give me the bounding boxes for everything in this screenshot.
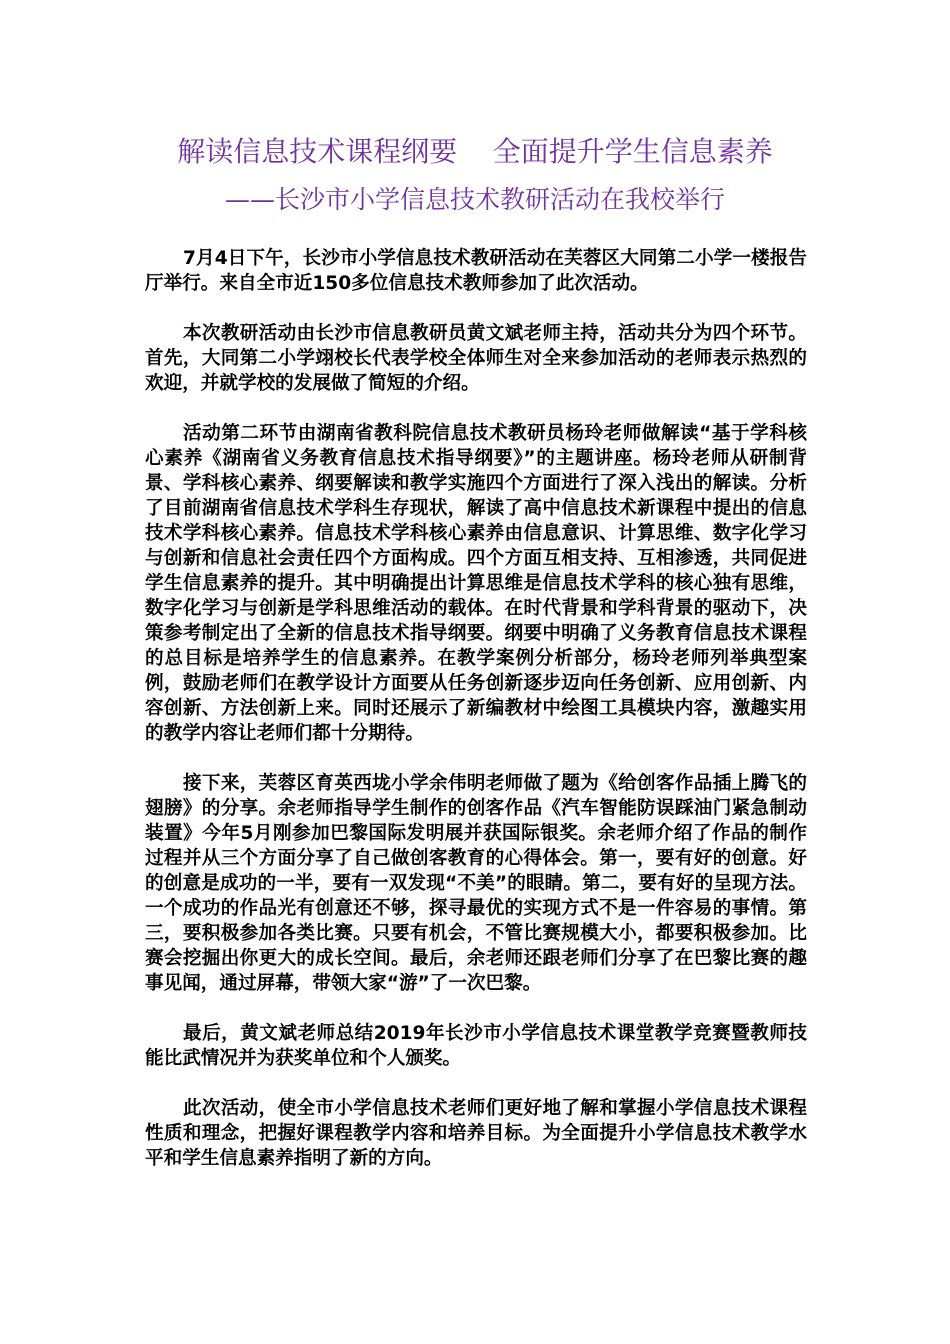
paragraph-sharing: 接下来，芙蓉区育英西垅小学余伟明老师做了题为《给创客作品插上腾飞的翅膀》的分享。余老师指导学生制作的创客作品《汽车智能防误踩油门紧急制动装置》今年5月刚参加巴黎国际发明展并获国际银奖。余老师介绍了作品的制作过程并从三个方面分享了自己做创客教育的心得体会。第一，要有好的创意。好的创意是成功的一半，要有一双发现“不美”的眼睛。第二，要有好的呈现方法。一个成功的作品光有创意还不够，探寻最优的实现方式不是一件容易的事情。第三，要积极参加各类比赛。只要有机会，不管比赛规模大小，都要积极参加。比赛会挖掘出你更大的成长空间。最后，余老师还跟老师们分享了在巴黎比赛的趣事见闻，通过屏幕，带领大家“游”了一次巴黎。 bbox=[145, 773, 807, 994]
paragraph-lecture: 活动第二环节由湖南省教科院信息技术教研员杨玲老师做解读“基于学科核心素养《湖南省义务教育信息技术指导纲要》”的主题讲座。杨玲老师从研制背景、学科核心素养、纲要解读和教学实施四个方面进行了深入浅出的解读。分析了目前湖南省信息技术学科生存现状，解读了高中信息技术新课程中提出的信息技术学科核心素养。信息技术学科核心素养由信息意识、计算思维、数字化学习与创新和信息社会责任四个方面构成。四个方面互相支持、互相渗透，共同促进学生信息素养的提升。其中明确提出计算思维是信息技术学科的核心独有思维，数字化学习与创新是学科思维活动的载体。在时代背景和学科背景的驱动下，决策参考制定出了全新的信息技术指导纲要。纲要中明确了义务教育信息技术课程的总目标是培养学生的信息素养。在教学案例分析部分，杨玲老师列举典型案例，鼓励老师们在教学设计方面要从任务创新逐步迈向任务创新、应用创新、内容创新、方法创新上来。同时还展示了新编教材中绘图工具模块内容，激趣实用的教学内容让老师们都十分期待。 bbox=[145, 423, 807, 744]
paragraph-conclusion: 此次活动，使全市小学信息技术老师们更好地了解和掌握小学信息技术课程性质和理念，把握好课程教学内容和培养目标。为全面提升小学信息技术教学水平和学生信息素养指明了新的方向。 bbox=[145, 1098, 807, 1169]
paragraph-intro: 7月4日下午，长沙市小学信息技术教研活动在芙蓉区大同第二小学一楼报告厅举行。来自全市近150多位信息技术教师参加了此次活动。 bbox=[145, 248, 807, 294]
document-title: 解读信息技术课程纲要 全面提升学生信息素养 bbox=[177, 135, 773, 168]
document-subtitle: ——长沙市小学信息技术教研活动在我校举行 bbox=[224, 185, 725, 214]
article-body bbox=[145, 246, 807, 1196]
paragraph-host: 本次教研活动由长沙市信息教研员黄文斌老师主持，活动共分为四个环节。首先，大同第二小学翊校长代表学校全体师生对全来参加活动的老师表示热烈的欢迎，并就学校的发展做了简短的介绍。 bbox=[145, 323, 807, 394]
paragraph-awards: 最后，黄文斌老师总结2019年长沙市小学信息技术课堂教学竞赛暨教师技能比武情况并为获奖单位和个人颁奖。 bbox=[145, 1023, 807, 1069]
